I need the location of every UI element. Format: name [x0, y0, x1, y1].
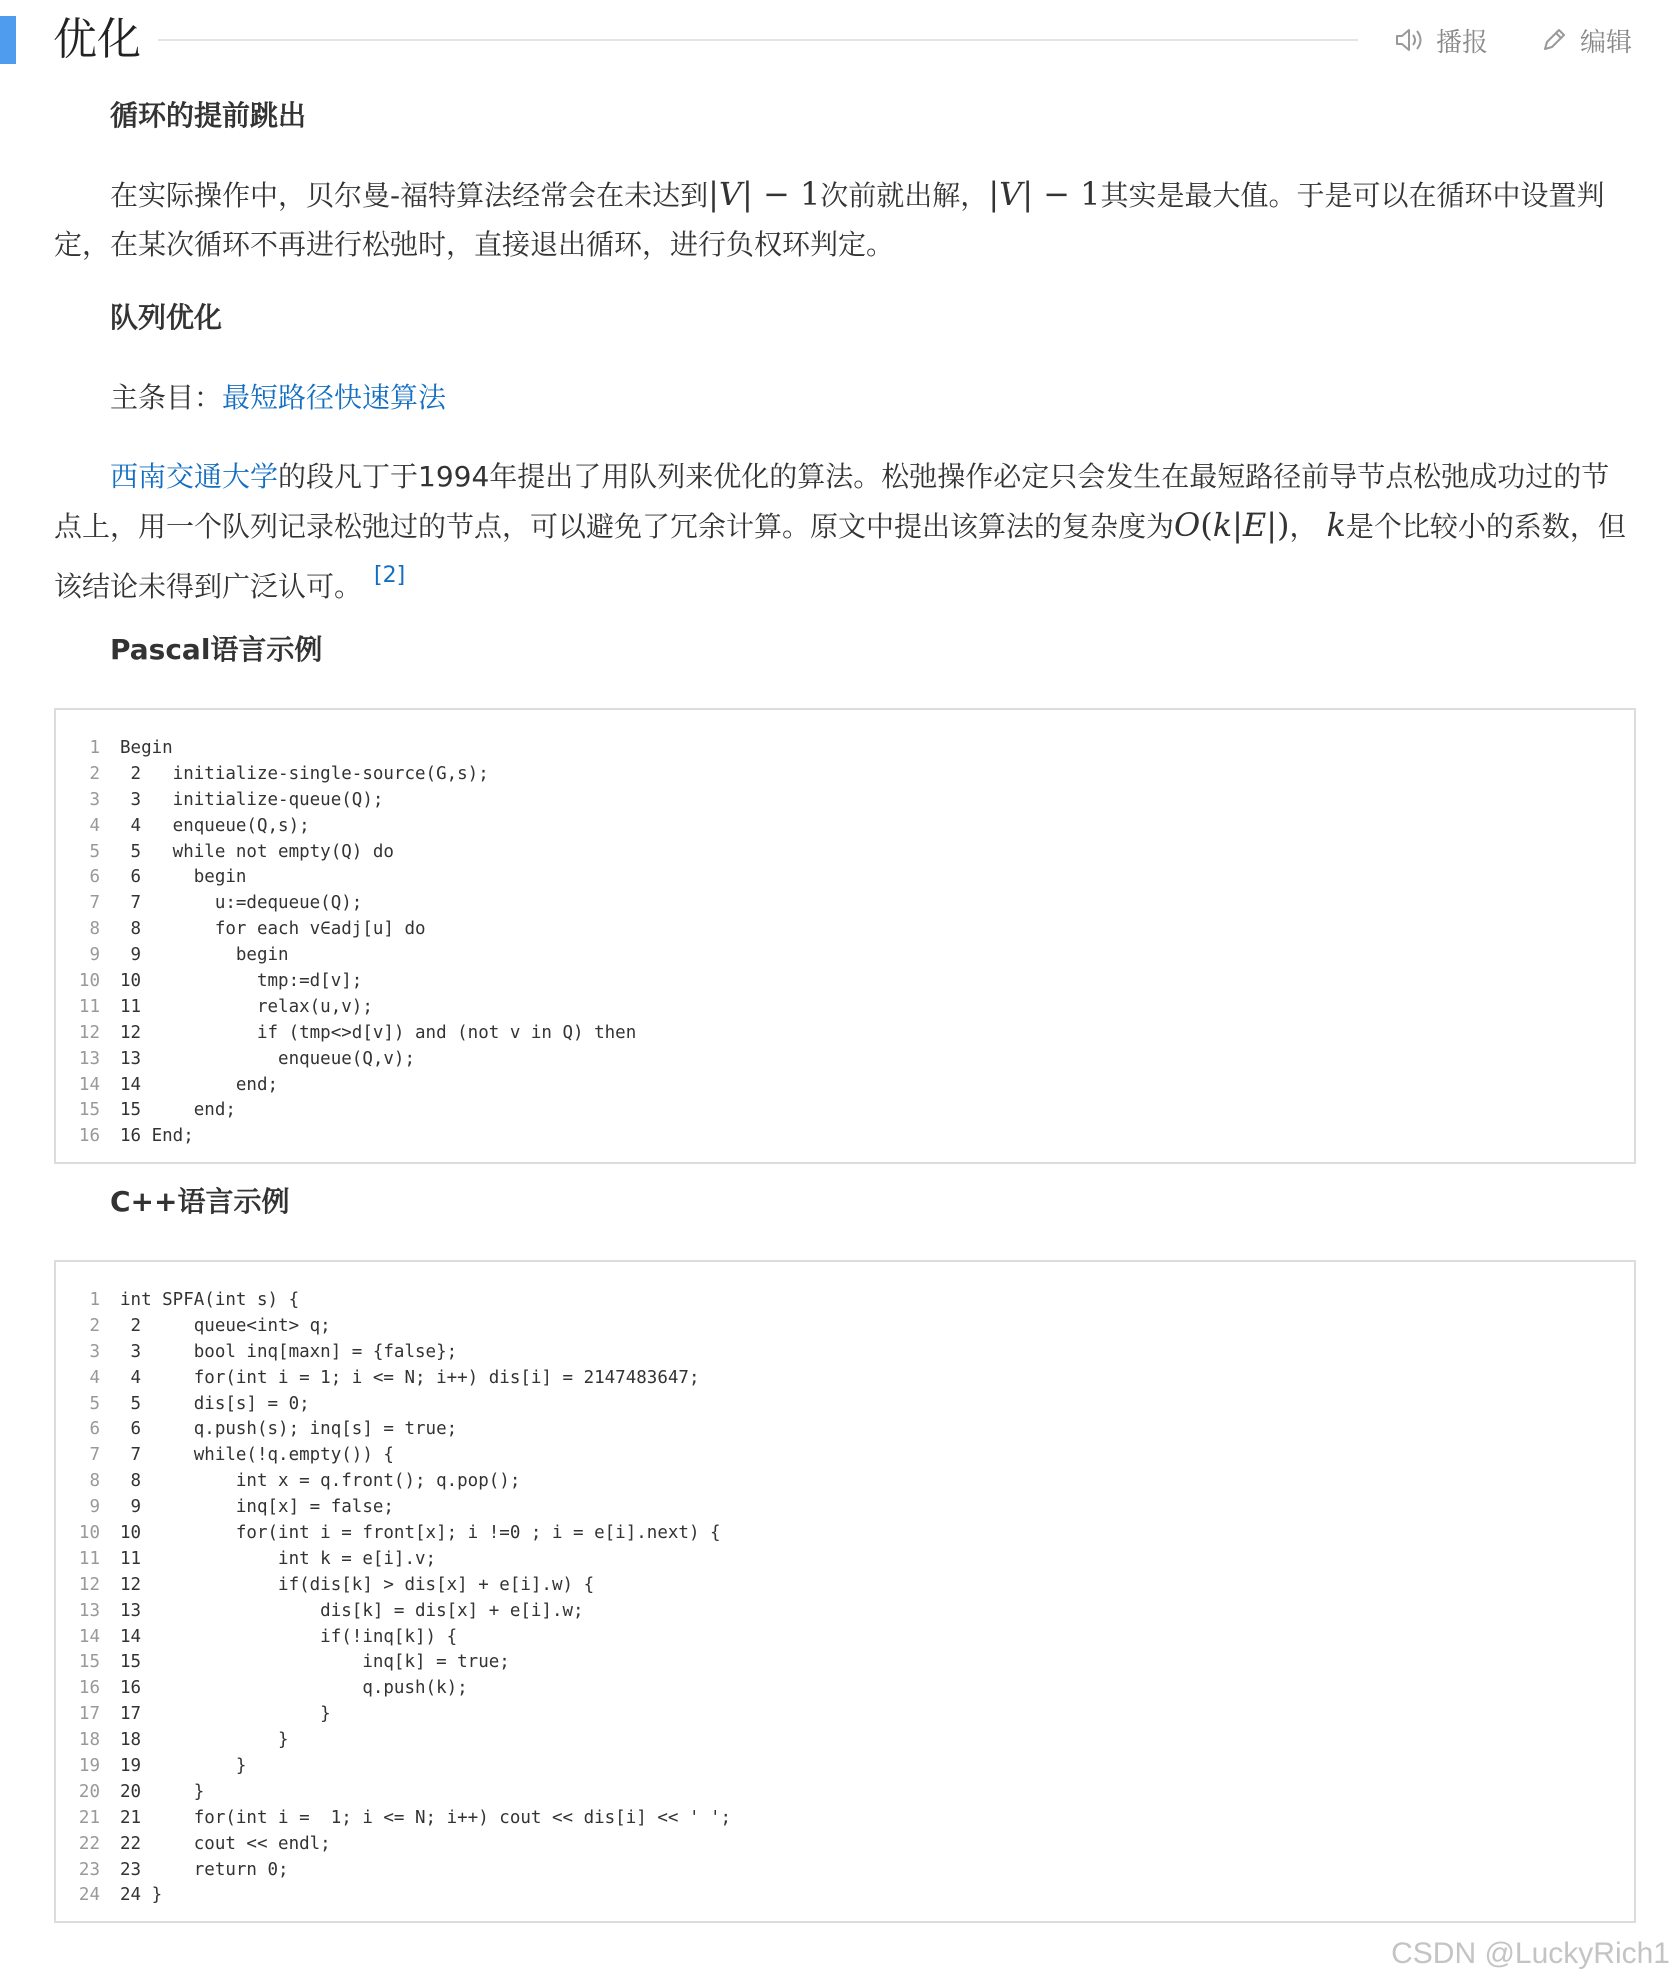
code-line: [56, 1314, 1634, 1340]
line-number: 21: [78, 1807, 100, 1828]
code-text: int SPFA(int s) {: [120, 1290, 300, 1310]
code-line: [56, 788, 1634, 814]
code-text: 16 q.push(k);: [120, 1678, 468, 1699]
code-line: [56, 891, 1634, 917]
code-text: 20 }: [120, 1781, 205, 1802]
code-line: [56, 1780, 1634, 1806]
line-number: 14: [78, 1626, 100, 1647]
line-number: 6: [89, 867, 100, 888]
line-number: 12: [78, 1022, 100, 1043]
code-line: [56, 1650, 1634, 1676]
code-text: 15 inq[k] = true;: [120, 1652, 510, 1673]
line-number: 18: [78, 1730, 100, 1751]
line-number: 15: [78, 1652, 100, 1673]
code-text: 5 while not empty(Q) do: [120, 841, 394, 862]
code-text: 24 }: [120, 1885, 163, 1906]
line-number: 9: [89, 1497, 100, 1518]
line-number: 11: [78, 1548, 100, 1569]
code-text: 7 while(!q.empty()) {: [120, 1445, 394, 1466]
line-number: 13: [78, 1048, 100, 1069]
edit-label: 编辑: [1580, 27, 1633, 58]
code-line: [56, 1625, 1634, 1651]
spfa-article-link[interactable]: 最短路径快速算法: [222, 381, 447, 414]
code-line: [56, 865, 1634, 891]
university-link[interactable]: 西南交通大学: [110, 460, 279, 493]
play-label: 播报: [1436, 27, 1489, 58]
code-line: [56, 943, 1634, 969]
code-text: 4 enqueue(Q,s);: [120, 815, 310, 836]
line-number: 24: [78, 1885, 100, 1906]
section-accent-bar: [0, 16, 16, 64]
code-line: [56, 1047, 1634, 1073]
code-text: Begin: [120, 738, 173, 758]
code-line: [56, 1832, 1634, 1858]
line-number: 5: [89, 1393, 100, 1414]
title-divider: [158, 39, 1358, 41]
code-text: 19 }: [120, 1756, 247, 1777]
line-number: 17: [78, 1704, 100, 1725]
code-line: [56, 1124, 1634, 1150]
watermark: CSDN @LuckyRich1: [1391, 1937, 1670, 1970]
code-text: 10 for(int i = front[x]; i !=0 ; i = e[i].next) {: [120, 1523, 721, 1544]
line-number: 3: [89, 789, 100, 810]
code-line: [56, 1806, 1634, 1832]
line-number: 14: [78, 1074, 100, 1095]
code-line: [56, 1392, 1634, 1418]
line-number: 15: [78, 1100, 100, 1121]
code-line: [56, 1417, 1634, 1443]
code-line: [56, 1754, 1634, 1780]
math-k: k: [1326, 506, 1346, 544]
cpp-example-heading: C++语言示例: [110, 1185, 290, 1218]
loop-early-exit-paragraph: 在实际操作中，贝尔曼-福特算法经常会在未达到|V| − 1次前就出解，|V| − 1其实是最大值。于是可以在循环中设置判定，在某次循环不再进行松弛时，直接退出循环，进行负权环判定。: [54, 175, 1605, 261]
edit-button[interactable]: [1540, 18, 1632, 62]
code-line: [56, 1702, 1634, 1728]
code-text: 4 for(int i = 1; i <= N; i++) dis[i] = 2147483647;: [120, 1367, 700, 1388]
queue-optimization-paragraph: 西南交通大学的段凡丁于1994年提出了用队列来优化的算法。松弛操作必定只会发生在最短路径前导节点松弛成功过的节点上，用一个队列记录松弛过的节点，可以避免了冗余计算。原文中提出该算法的复杂度为O(k|E|)， k是个比较小的系数，但该结论未得到广泛认可。 [2]: [54, 460, 1626, 603]
pascal-code-lines: [56, 710, 1634, 1162]
code-text: 11 int k = e[i].v;: [120, 1548, 437, 1569]
main-entry-line: 主条目：最短路径快速算法: [110, 381, 447, 414]
code-text: 14 end;: [120, 1074, 279, 1095]
line-number: 10: [78, 971, 100, 992]
math-v-minus-one-2: |V| − 1: [988, 175, 1101, 213]
code-line: [56, 1366, 1634, 1392]
code-line: [56, 1547, 1634, 1573]
code-line: [56, 1340, 1634, 1366]
code-text: 23 return 0;: [120, 1859, 289, 1880]
speaker-icon: [1394, 26, 1424, 54]
code-text: 13 enqueue(Q,v);: [120, 1048, 416, 1069]
code-text: 12 if (tmp<>d[v]) and (not v in Q) then: [120, 1022, 637, 1043]
code-line: [56, 1728, 1634, 1754]
line-number: 3: [89, 1341, 100, 1362]
code-text: 9 begin: [120, 945, 289, 966]
pencil-icon: [1540, 26, 1568, 54]
code-line: [56, 1858, 1634, 1884]
math-v-minus-one: |V| − 1: [708, 175, 821, 213]
queue-optimization-heading: 队列优化: [110, 301, 223, 334]
line-number: 7: [89, 893, 100, 914]
code-line: [56, 840, 1634, 866]
code-line: [56, 1495, 1634, 1521]
line-number: 1: [89, 738, 100, 758]
code-line: [56, 1098, 1634, 1124]
code-text: 18 }: [120, 1730, 289, 1751]
code-text: 11 relax(u,v);: [120, 996, 373, 1017]
code-text: 6 q.push(s); inq[s] = true;: [120, 1419, 458, 1440]
line-number: 8: [89, 919, 100, 940]
line-number: 12: [78, 1574, 100, 1595]
line-number: 20: [78, 1781, 100, 1802]
cpp-code-lines: [56, 1262, 1634, 1921]
code-text: 21 for(int i = 1; i <= N; i++) cout << dis[i] << ' ';: [120, 1807, 732, 1828]
code-text: 8 int x = q.front(); q.pop();: [120, 1471, 521, 1492]
cpp-code-block: [54, 1260, 1636, 1923]
code-text: 17 }: [120, 1704, 331, 1725]
line-number: 6: [89, 1419, 100, 1440]
code-text: 10 tmp:=d[v];: [120, 971, 363, 992]
code-text: 8 for each v∈adj[u] do: [120, 919, 426, 940]
code-line: [56, 969, 1634, 995]
code-line: [56, 1073, 1634, 1099]
code-line: [56, 995, 1634, 1021]
line-number: 8: [89, 1471, 100, 1492]
line-number: 22: [78, 1833, 100, 1854]
line-number: 7: [89, 1445, 100, 1466]
code-line: [56, 1573, 1634, 1599]
code-line: [56, 1883, 1634, 1909]
code-text: 3 initialize-queue(Q);: [120, 789, 384, 810]
line-number: 1: [89, 1290, 100, 1310]
line-number: 16: [78, 1678, 100, 1699]
line-number: 16: [78, 1126, 100, 1147]
code-line: [56, 1599, 1634, 1625]
code-line: [56, 736, 1634, 762]
line-number: 4: [89, 1367, 100, 1388]
code-line: [56, 1443, 1634, 1469]
code-text: 16 End;: [120, 1126, 194, 1147]
code-text: 15 end;: [120, 1100, 236, 1121]
line-number: 19: [78, 1756, 100, 1777]
pascal-example-heading: Pascal语言示例: [110, 633, 323, 666]
line-number: 9: [89, 945, 100, 966]
reference-link[interactable]: [2]: [374, 563, 406, 588]
code-line: [56, 917, 1634, 943]
pascal-code-block: [54, 708, 1636, 1164]
line-number: 10: [78, 1523, 100, 1544]
code-text: 12 if(dis[k] > dis[x] + e[i].w) {: [120, 1574, 595, 1595]
code-text: 2 initialize-single-source(G,s);: [120, 763, 489, 784]
line-number: 5: [89, 841, 100, 862]
code-text: 2 queue<int> q;: [120, 1315, 331, 1336]
code-text: 14 if(!inq[k]) {: [120, 1626, 458, 1647]
line-number: 23: [78, 1859, 100, 1880]
line-number: 2: [89, 763, 100, 784]
line-number: 11: [78, 996, 100, 1017]
code-text: 7 u:=dequeue(Q);: [120, 893, 363, 914]
line-number: 2: [89, 1315, 100, 1336]
code-line: [56, 762, 1634, 788]
code-text: 3 bool inq[maxn] = {false};: [120, 1341, 458, 1362]
code-text: 22 cout << endl;: [120, 1833, 331, 1854]
code-line: [56, 1676, 1634, 1702]
code-line: [56, 1288, 1634, 1314]
math-complexity: O(k|E|): [1174, 506, 1290, 544]
code-text: 9 inq[x] = false;: [120, 1497, 394, 1518]
code-line: [56, 1021, 1634, 1047]
code-line: [56, 1521, 1634, 1547]
code-line: [56, 1469, 1634, 1495]
code-text: 13 dis[k] = dis[x] + e[i].w;: [120, 1600, 584, 1621]
play-button[interactable]: [1394, 18, 1488, 62]
section-title: 优化: [53, 14, 141, 65]
code-text: 6 begin: [120, 867, 247, 888]
code-text: 5 dis[s] = 0;: [120, 1393, 310, 1414]
loop-early-exit-heading: 循环的提前跳出: [110, 99, 307, 132]
line-number: 4: [89, 815, 100, 836]
code-line: [56, 814, 1634, 840]
line-number: 13: [78, 1600, 100, 1621]
